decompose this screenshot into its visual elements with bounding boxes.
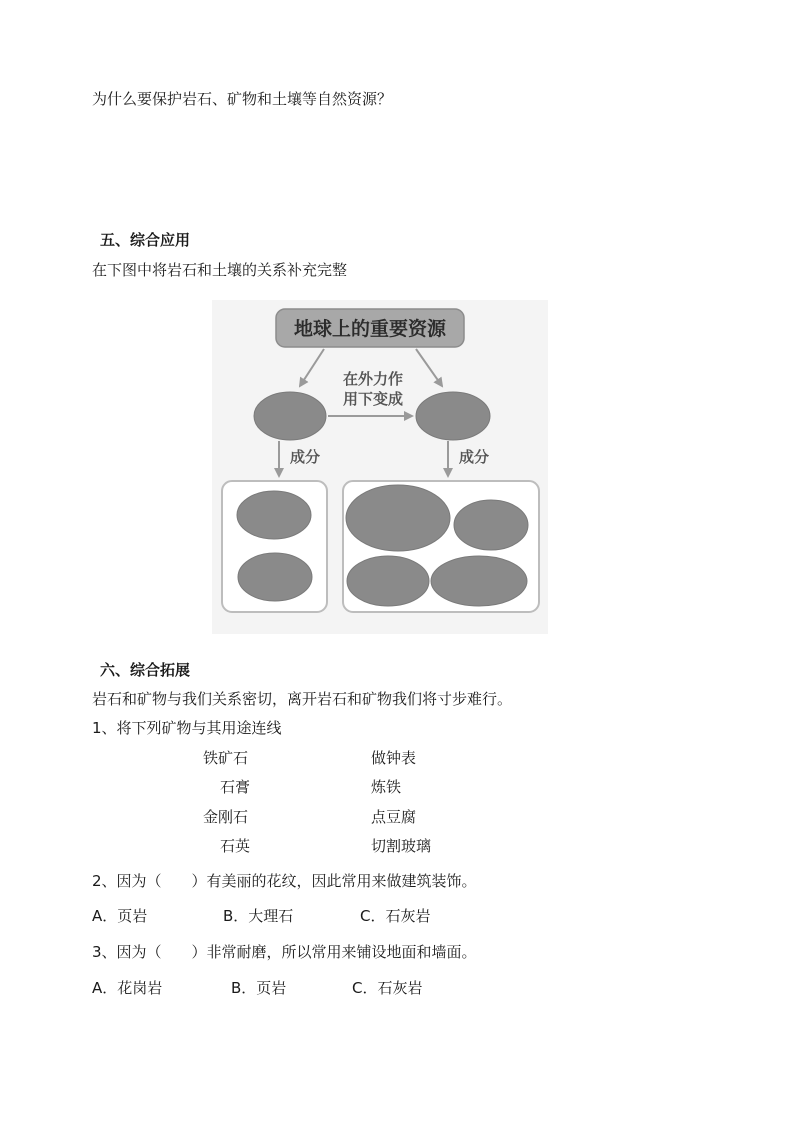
transform-label-line2: 用下变成: [342, 391, 404, 408]
top-resource-label: 地球上的重要资源: [293, 319, 447, 340]
q3-option: B．页岩: [231, 979, 287, 997]
soil-components-label: 成分: [459, 449, 490, 466]
q2-option: C．石灰岩: [360, 907, 431, 925]
q1-prompt: 1、将下列矿物与其用途连线: [92, 719, 282, 737]
soil-component-ellipse: [347, 556, 429, 606]
section6-title: 六、综合拓展: [100, 661, 191, 679]
rock-components-label: 成分: [290, 449, 321, 466]
q2-option: A．页岩: [92, 907, 148, 925]
question-protect-resources: 为什么要保护岩石、矿物和土壤等自然资源？: [92, 90, 393, 108]
transform-label-line1: 在外力作: [342, 371, 404, 388]
mineral-item: 金刚石: [203, 808, 249, 826]
soil-component-ellipse: [346, 485, 450, 551]
use-item: 点豆腐: [371, 808, 417, 826]
q3-option: C．石灰岩: [352, 979, 423, 997]
soil-blank-ellipse: [416, 392, 490, 440]
rock-blank-ellipse: [254, 392, 326, 440]
section6-intro: 岩石和矿物与我们关系密切，离开岩石和矿物我们将寸步难行。: [92, 690, 513, 708]
rock-soil-relationship-diagram: [212, 300, 548, 634]
mineral-item: 铁矿石: [203, 749, 249, 767]
q2-prompt: 2、因为（ ）有美丽的花纹，因此常用来做建筑装饰。: [92, 872, 477, 890]
mineral-item: 石膏: [220, 778, 251, 796]
q3-prompt: 3、因为（ ）非常耐磨，所以常用来铺设地面和墙面。: [92, 943, 477, 961]
rock-component-ellipse: [237, 491, 311, 539]
section5-instruction: 在下图中将岩石和土壤的关系补充完整: [92, 261, 348, 279]
soil-component-ellipse: [454, 500, 528, 550]
soil-component-ellipse: [431, 556, 527, 606]
use-item: 切割玻璃: [371, 837, 432, 855]
q2-option: B．大理石: [223, 907, 294, 925]
mineral-item: 石英: [220, 837, 251, 855]
section5-title: 五、综合应用: [100, 231, 191, 249]
rock-component-ellipse: [238, 553, 312, 601]
use-item: 做钟表: [371, 749, 417, 767]
q3-option: A．花岗岩: [92, 979, 163, 997]
use-item: 炼铁: [371, 778, 402, 796]
diagram-svg: [212, 300, 548, 634]
